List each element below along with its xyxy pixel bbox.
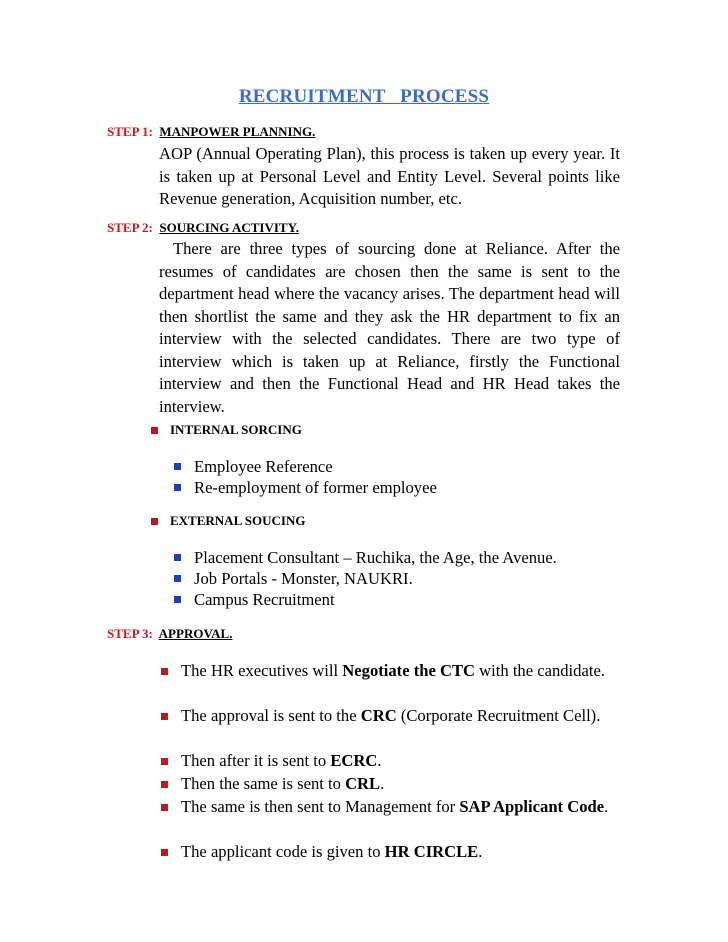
square-bullet-icon <box>174 554 181 561</box>
approval-item <box>161 773 620 796</box>
list-item-text: Placement Consultant – Ruchika, the Age, the Avenue. <box>194 548 557 567</box>
step2-name: SOURCING ACTIVITY <box>159 220 296 235</box>
page-title: RECRUITMENT PROCESS <box>238 86 490 107</box>
list-item-text: Employee Reference <box>194 457 333 476</box>
list-item <box>174 477 437 498</box>
external-sourcing-heading <box>151 511 305 531</box>
approval-text: . <box>604 797 609 816</box>
approval-text: Then after it is sent to <box>181 751 331 770</box>
approval-item <box>161 796 620 819</box>
approval-item <box>161 841 620 864</box>
list-item <box>174 568 413 589</box>
list-item <box>174 547 557 568</box>
step1-heading <box>107 124 315 140</box>
approval-text: (Corporate Recruitment Cell). <box>396 706 601 725</box>
external-sourcing-label: EXTERNAL SOUCING <box>170 513 306 528</box>
square-bullet-icon <box>174 484 181 491</box>
approval-bold-text: ECRC <box>330 751 378 770</box>
approval-text: The applicant code is given to <box>181 842 385 861</box>
step2-dot: . <box>295 220 300 235</box>
approval-text: The approval is sent to the <box>181 706 361 725</box>
list-item <box>174 589 335 610</box>
square-bullet-icon <box>151 427 158 434</box>
approval-text: with the candidate. <box>475 661 605 680</box>
step3-heading <box>107 626 232 642</box>
approval-text: . <box>478 842 483 861</box>
list-item <box>174 456 333 477</box>
square-bullet-icon <box>161 668 168 675</box>
square-bullet-icon <box>161 849 168 856</box>
approval-item <box>161 705 620 728</box>
approval-bold-text: SAP Applicant Code <box>459 797 605 816</box>
approval-item <box>161 660 620 683</box>
approval-text: . <box>377 751 382 770</box>
internal-sourcing-heading <box>151 420 302 440</box>
list-item-text: Job Portals - Monster, NAUKRI. <box>194 569 413 588</box>
square-bullet-icon <box>174 575 181 582</box>
square-bullet-icon <box>174 596 181 603</box>
approval-text: Then the same is sent to <box>181 774 346 793</box>
square-bullet-icon <box>174 463 181 470</box>
approval-bold-text: CRC <box>360 706 397 725</box>
step3-name: APPROVAL. <box>158 626 233 641</box>
approval-item <box>161 750 620 773</box>
step2-heading <box>107 220 299 236</box>
square-bullet-icon <box>161 713 168 720</box>
approval-bold-text: CRL <box>345 774 381 793</box>
approval-bold-text: Negotiate the CTC <box>342 661 476 680</box>
approval-text: The same is then sent to Management for <box>181 797 460 816</box>
approval-text: . <box>380 774 385 793</box>
square-bullet-icon <box>151 518 158 525</box>
approval-bold-text: HR CIRCLE <box>384 842 479 861</box>
list-item-text: Campus Recruitment <box>194 590 335 609</box>
step2-number: STEP 2: <box>107 220 153 235</box>
square-bullet-icon <box>161 804 168 811</box>
step1-name: MANPOWER PLANNING <box>159 124 313 139</box>
step2-paragraph: There are three types of sourcing done at Reliance. After the resumes of candidates are chosen then the same is sent to the department head where the vacancy arises. The department head will then shortlist the same and they ask the HR department to fix an interview with the selected candidates. There are two type of interview which is taken up at Reliance, firstly the Functional interview and then the Functional Head and HR Head takes the interview. <box>159 239 620 416</box>
step1-number: STEP 1: <box>107 124 153 139</box>
approval-text: The HR executives will <box>181 661 343 680</box>
internal-sourcing-label: INTERNAL SORCING <box>170 422 302 437</box>
square-bullet-icon <box>161 781 168 788</box>
square-bullet-icon <box>161 758 168 765</box>
step1-paragraph: AOP (Annual Operating Plan), this process is taken up every year. It is taken up at Personal Level and Entity Level. Several points like Revenue generation, Acquisition number, etc. <box>159 144 620 208</box>
list-item-text: Re-employment of former employee <box>194 478 437 497</box>
step1-dot: . <box>312 124 316 139</box>
step3-number: STEP 3: <box>107 626 153 641</box>
